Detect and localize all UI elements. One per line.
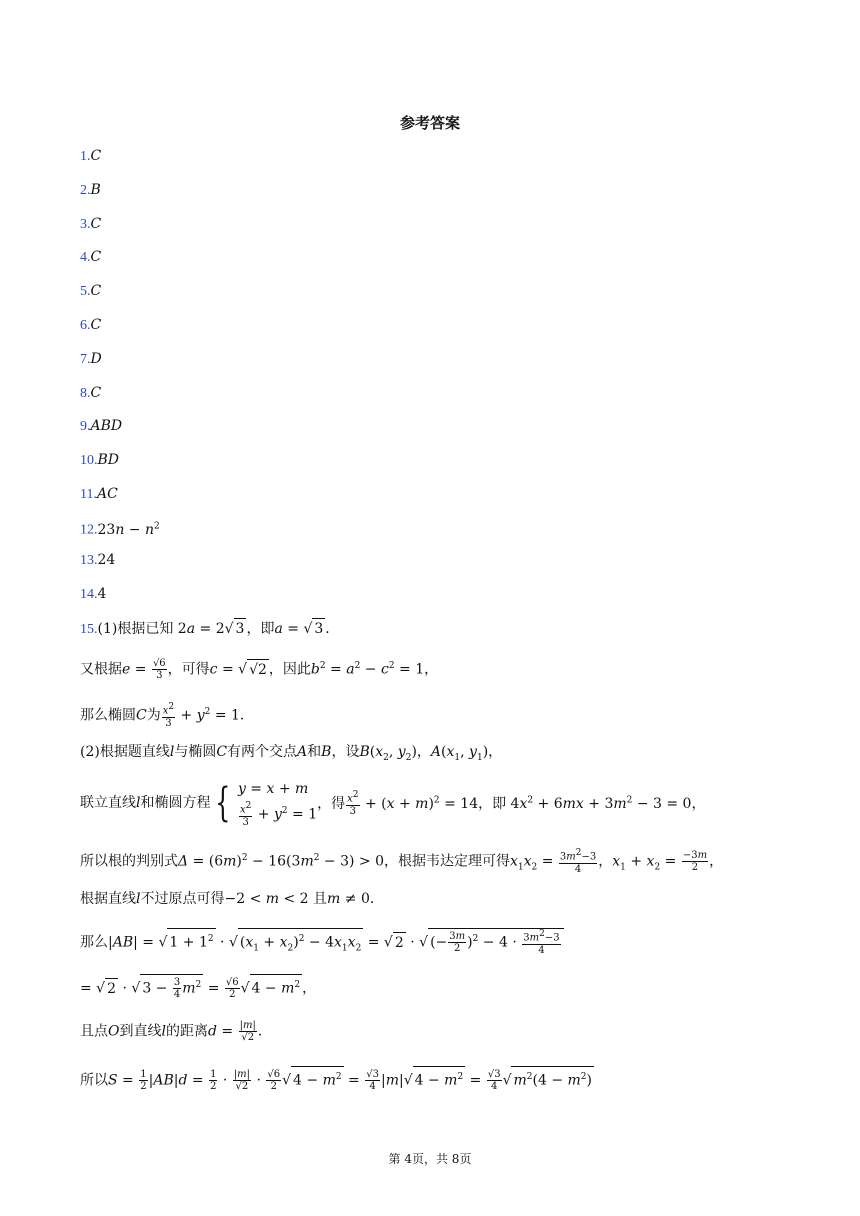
answer-text: ABD bbox=[90, 418, 123, 435]
question-number: 11. bbox=[80, 487, 97, 502]
answer-3 bbox=[80, 214, 101, 235]
answer-text: C bbox=[90, 249, 102, 266]
equation-system: y = x + m $\frac{x^2}{3}$ + $y^2 = 1$ bbox=[237, 781, 318, 828]
q15-line-7: 根据直线l不过原点可得−2 < m < 2 且m ≠ 0． bbox=[80, 891, 384, 907]
question-number: 6. bbox=[80, 318, 91, 333]
brace-symbol: { bbox=[215, 779, 231, 826]
q15-line-11: 所以S = $\frac{1}{2}$ |AB|d = $\frac{1}{2}$ · $\frac{|m|}{√2}$ · $\frac{√6}{2}$ √ $4 - m^2$ = $\frac{√3}{4}$ |m|√ $4 - m^2$ = $\frac{√3}{4}$ √ $m^2(4 - m^2)$ bbox=[80, 1066, 594, 1092]
question-number: 9. bbox=[80, 419, 91, 435]
answer-6 bbox=[80, 315, 101, 336]
question-number: 7. bbox=[80, 351, 91, 367]
answer-text: BD bbox=[97, 452, 120, 469]
q15-line-4: (2)根据题直线l与椭圆C有两个交点A和B，设$B(x_2$, $y_2$)，$A(x_1$, $y_1$)， bbox=[80, 744, 503, 763]
answer-text: C bbox=[90, 283, 102, 300]
q15-line-3: 那么椭圆C为 $\frac{x^2}{3}$ + $y^2 = 1$． bbox=[80, 702, 254, 729]
answer-text: 4 bbox=[97, 586, 107, 602]
answer-1 bbox=[80, 146, 101, 167]
answer-text: B bbox=[90, 181, 101, 198]
question-number: 2. bbox=[80, 182, 91, 198]
question-number: 1. bbox=[80, 149, 91, 164]
answer-text: 24 bbox=[97, 552, 116, 568]
answer-4 bbox=[80, 247, 101, 268]
q15-line-2: 又根据e = $\frac{√6}{3}$ ，可得c = √ √2 ，因此$b^2 = a^2 - c^2 = 1$， bbox=[80, 658, 439, 682]
q15-line-10: 且点O到直线l的距离d = $\frac{|m|}{√2}$ . bbox=[80, 1020, 263, 1043]
q15-line-5: 联立直线l和椭圆方程 { y = x + m $\frac{x^2}{3}$ + $y^2 = 1$ ，得 $\frac{x^2}{3}$ + $(x + m)^2 = 14$，即 $4x^2 + 6mx + 3m^2 - 3 = 0$， bbox=[80, 779, 706, 828]
answer-text: C bbox=[90, 317, 102, 333]
q15-line-1 bbox=[80, 618, 339, 640]
question-number: 12. bbox=[80, 522, 98, 538]
answer-9 bbox=[80, 416, 122, 437]
answer-7 bbox=[80, 349, 102, 370]
answer-11 bbox=[80, 484, 118, 505]
question-number: 15. bbox=[80, 622, 98, 637]
page-footer: 第 4页，共 8页 bbox=[388, 1152, 472, 1166]
solution-text: (1)根据已知 2a = 2√ 3 ，即a = √ 3 ． bbox=[98, 621, 340, 637]
answer-text: C bbox=[90, 215, 102, 232]
answer-text: D bbox=[90, 350, 102, 367]
q15-line-9: = √ 2 · √ 3 − $\frac{3}{4}$ $m^2$ = $\frac{√6}{2}$ √ $4 - m^2$ ， bbox=[80, 974, 316, 1000]
answer-13 bbox=[80, 550, 115, 571]
answer-14 bbox=[80, 584, 106, 605]
answer-8 bbox=[80, 383, 101, 404]
answer-2 bbox=[80, 180, 101, 201]
q15-line-6: 所以根的判别式$\Delta = (6m)^2 - 16(3m^2 - 3) > 0$，根据韦达定理可得$x_1x_2$ = $\frac{3m^2-3}{4}$ ，$x_1 + x_2$ = $\frac{-3m}{2}$ ， bbox=[80, 848, 724, 875]
answer-text: $23n - n^2$ bbox=[97, 521, 160, 538]
question-number: 4. bbox=[80, 250, 91, 266]
answer-5 bbox=[80, 281, 101, 302]
page-title: 参考答案 bbox=[399, 114, 460, 132]
question-number: 3. bbox=[80, 216, 91, 232]
q15-line-8: 那么|AB| = √ $1 + 1^2$ · √ $(x_1 + x_2)^2 - 4x_1x_2$ = √ 2 · √ (− $\frac{3m}{2}$ )$^2$ − 4 · $\frac{3m^2-3}{4}$ bbox=[80, 928, 564, 958]
answer-10 bbox=[80, 450, 119, 471]
answer-text: C bbox=[90, 384, 102, 401]
question-number: 5. bbox=[80, 284, 91, 300]
question-number: 13. bbox=[80, 553, 98, 568]
answer-text: AC bbox=[96, 486, 118, 502]
answer-text: C bbox=[90, 148, 102, 164]
question-number: 14. bbox=[80, 587, 98, 602]
question-number: 8. bbox=[80, 385, 91, 401]
question-number: 10. bbox=[80, 453, 98, 469]
answer-12 bbox=[80, 516, 160, 541]
